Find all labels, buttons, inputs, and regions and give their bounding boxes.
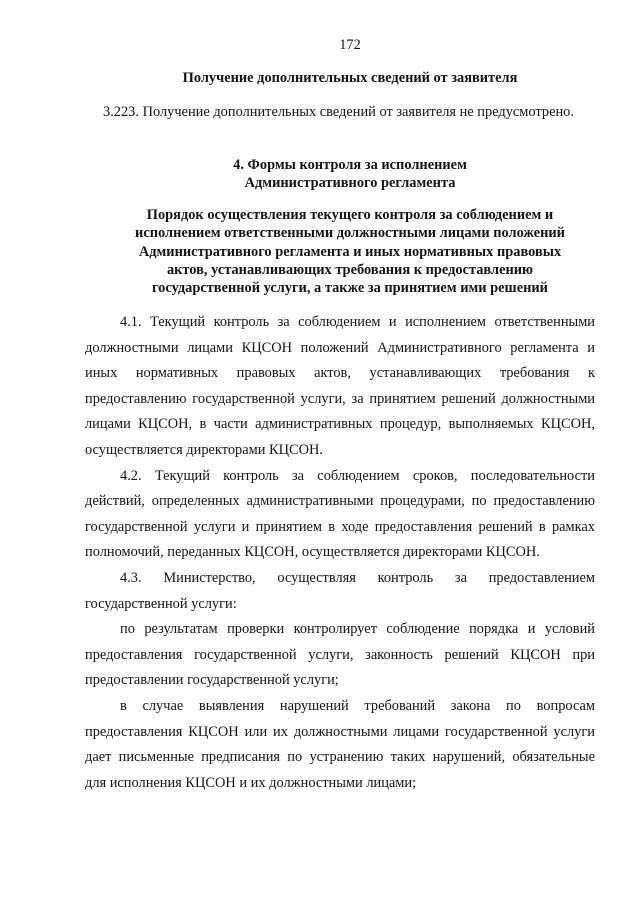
paragraph-line: предоставления КЦСОН или их должностными лицами государственной услуги xyxy=(85,723,595,740)
paragraph-line: 4.2. Текущий контроль за соблюдением сроков, последовательности xyxy=(120,467,595,484)
section-heading-additional-info: Получение дополнительных сведений от заявителя xyxy=(182,70,518,86)
paragraph-line: предоставлению государственной услуги, за принятием решений должностными xyxy=(85,390,595,407)
paragraph-line: лицами КЦСОН, в части административных процедур, выполняемых КЦСОН, xyxy=(85,416,595,433)
subheading-line: актов, устанавливающих требования к предоставлению xyxy=(166,261,534,278)
subheading-line: Порядок осуществления текущего контроля за соблюдением и xyxy=(146,207,554,223)
section-4-subheading xyxy=(100,206,600,297)
paragraph-line: для исполнения КЦСОН и их должностными лицами; xyxy=(85,774,417,791)
paragraph-line: полномочий, переданных КЦСОН, осуществляется директорами КЦСОН. xyxy=(85,544,540,561)
paragraph-line: 4.3. Министерство, осуществляя контроль за предоставлением xyxy=(120,569,595,586)
paragraph-4-3-item-violations xyxy=(85,694,595,796)
paragraph-line: предоставления государственной услуги, законность решений КЦСОН при xyxy=(85,646,595,663)
paragraph-line: иных нормативных правовых актов, устанавливающих требования к xyxy=(85,365,595,382)
subheading-line: исполнением ответственными должностными лицами положений xyxy=(135,225,565,242)
paragraph-line: действий, определенных административными процедурами, по предоставлению xyxy=(85,493,595,510)
paragraph-line: осуществляется директорами КЦСОН. xyxy=(85,441,323,458)
paragraph-4-1 xyxy=(85,310,595,464)
paragraph-line: государственной услуги: xyxy=(85,595,237,612)
paragraph-line: 4.1. Текущий контроль за соблюдением и исполнением ответственными xyxy=(120,314,595,330)
section-4-body xyxy=(85,310,595,796)
section-4-title xyxy=(100,156,600,193)
section-4-title-line: Административного регламента xyxy=(244,175,456,192)
paragraph-3-223: 3.223. Получение дополнительных сведений от заявителя не предусмотрено. xyxy=(103,104,574,120)
paragraph-line: государственной услуги и принятием в ходе предоставления решений в рамках xyxy=(85,518,595,535)
paragraph-line: в случае выявления нарушений требований закона по вопросам xyxy=(120,697,595,714)
paragraph-4-2 xyxy=(85,464,595,566)
paragraph-line: дает письменные предписания по устранению таких нарушений, обязательные xyxy=(85,749,595,766)
section-4-title-line: 4. Формы контроля за исполнением xyxy=(233,157,467,173)
subheading-line: Административного регламента и иных нормативных правовых xyxy=(138,243,562,260)
paragraph-line: должностными лицами КЦСОН положений Административного регламента и xyxy=(85,339,595,356)
paragraph-4-3 xyxy=(85,566,595,617)
paragraph-4-3-item-inspection xyxy=(85,617,595,694)
page-number: 172 xyxy=(339,37,361,53)
subheading-line: государственной услуги, а также за принятием ими решений xyxy=(152,280,548,297)
paragraph-line: по результатам проверки контролирует соблюдение порядка и условий xyxy=(120,621,595,638)
paragraph-line: предоставлении государственной услуги; xyxy=(85,672,339,689)
